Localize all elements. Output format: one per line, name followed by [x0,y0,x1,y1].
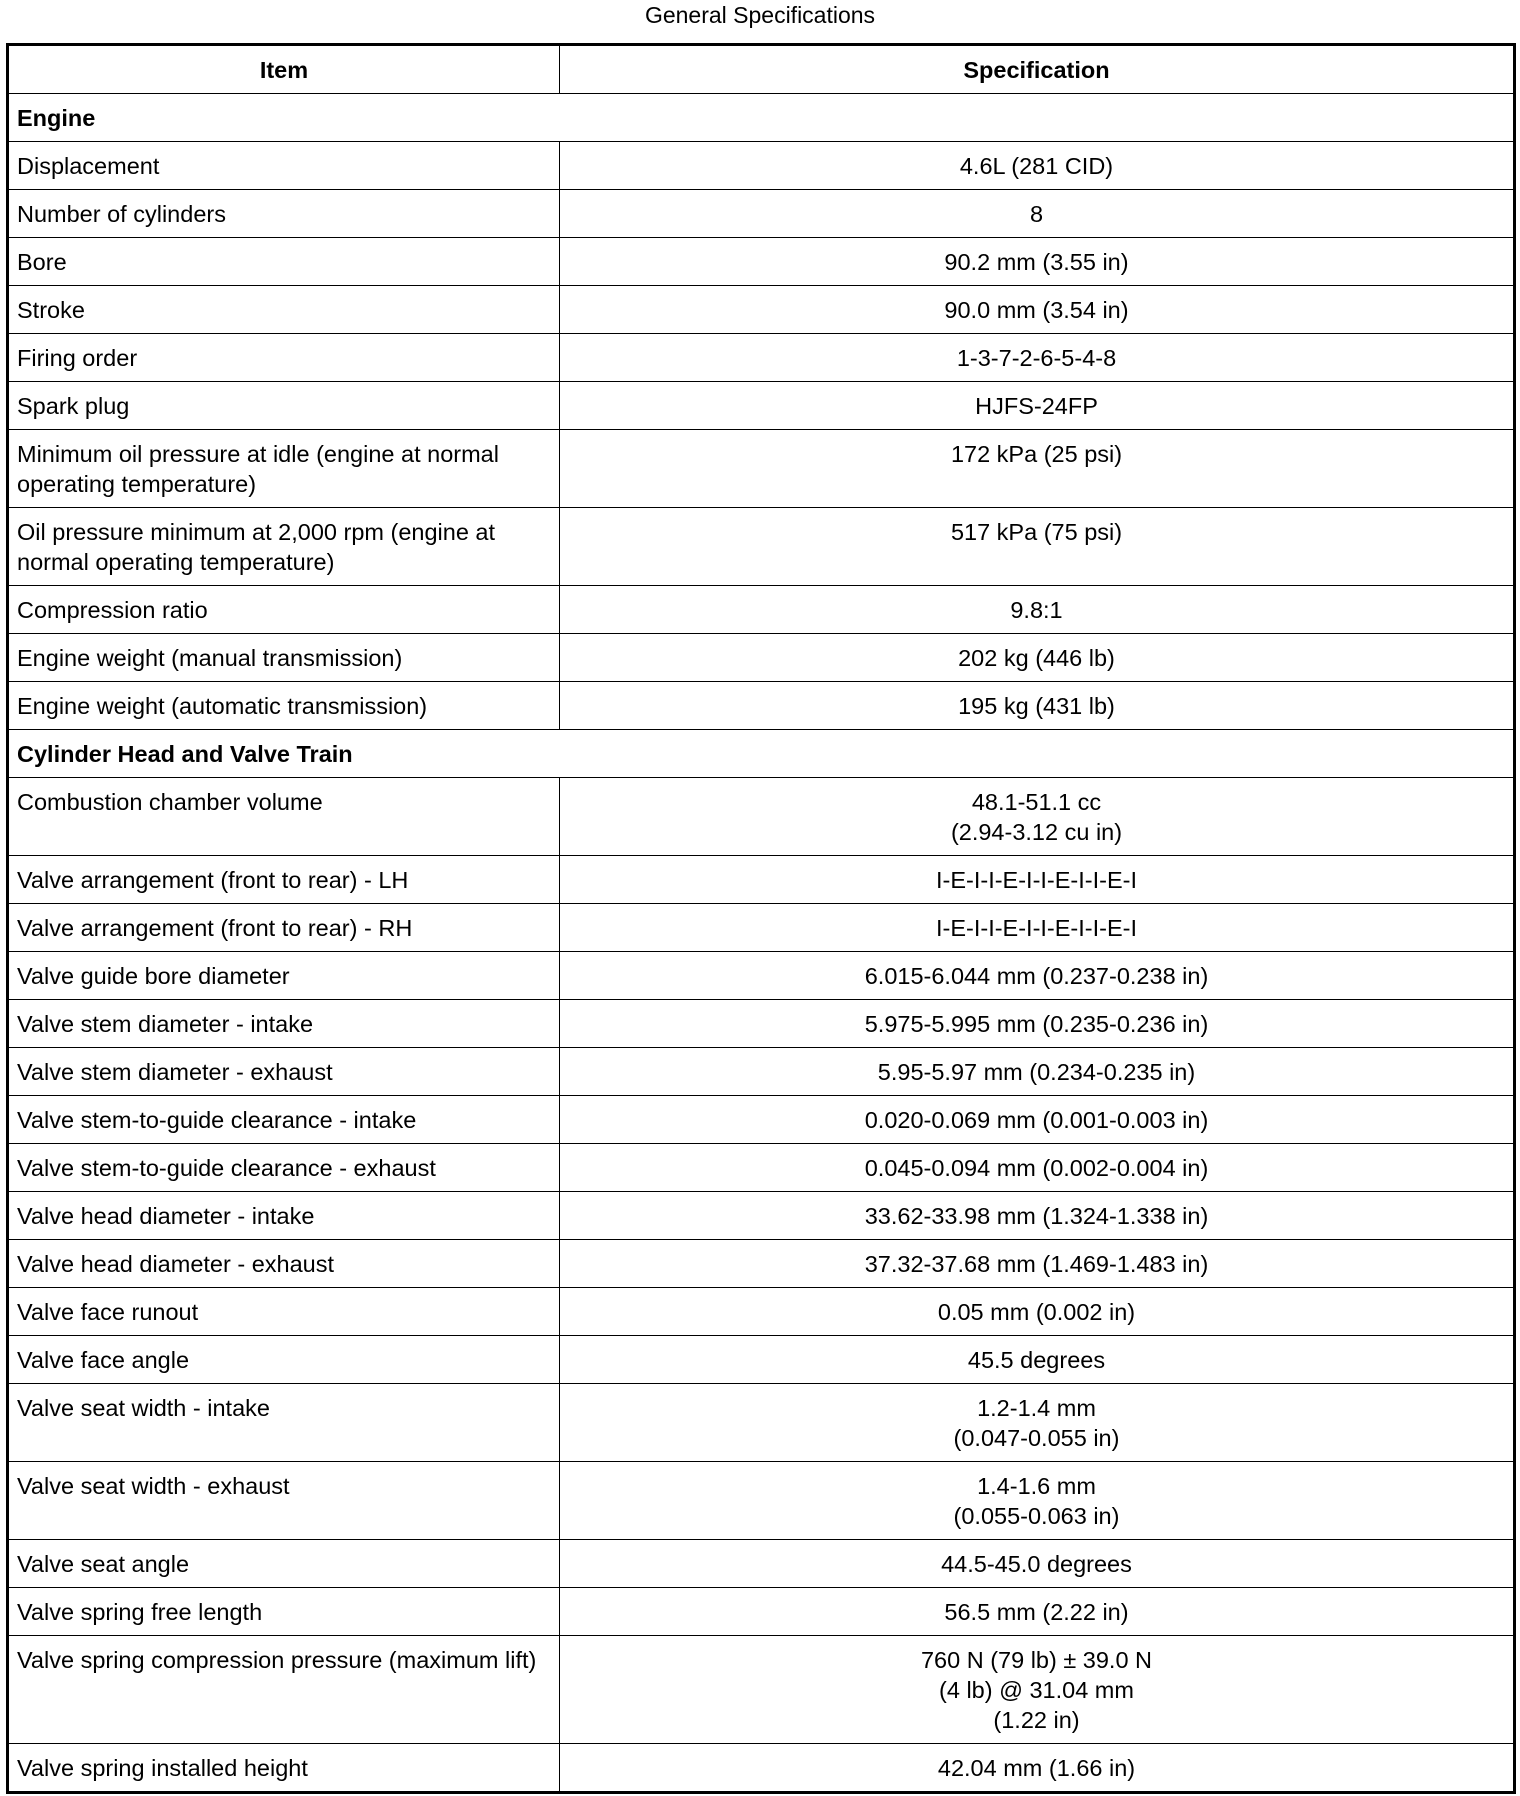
specification-line: 8 [1029,201,1044,227]
item-cell: Valve seat angle [8,1540,560,1588]
specification-line: HJFS-24FP [975,393,1098,419]
item-cell: Valve face angle [8,1336,560,1384]
table-row [8,904,1515,952]
specification-cell [560,856,1515,904]
specification-line: 0.020-0.069 mm (0.001-0.003 in) [864,1107,1209,1133]
specification-line: 33.62-33.98 mm (1.324-1.338 in) [864,1203,1209,1229]
item-cell: Valve stem diameter - intake [8,1000,560,1048]
specification-cell [560,1048,1515,1096]
specification-cell [560,1240,1515,1288]
item-cell: Stroke [8,286,560,334]
table-row [8,952,1515,1000]
specification-line: 760 N (79 lb) ± 39.0 N [920,1647,1153,1673]
table-row [8,586,1515,634]
specification-line: 1.2-1.4 mm [977,1395,1096,1421]
table-row [8,430,1515,508]
table-row [8,334,1515,382]
table-row [8,1540,1515,1588]
specification-cell [560,952,1515,1000]
specification-line: (2.94-3.12 cu in) [950,819,1123,845]
section-header-row [8,94,1515,142]
item-cell: Engine weight (automatic transmission) [8,682,560,730]
specification-cell [560,586,1515,634]
specification-cell [560,778,1515,856]
item-cell: Oil pressure minimum at 2,000 rpm (engine at normal operating temperature) [8,508,560,586]
table-row [8,1000,1515,1048]
specification-line: 90.2 mm (3.55 in) [944,249,1129,275]
specification-cell [560,508,1515,586]
specification-cell [560,1462,1515,1540]
page-title: General Specifications [644,2,876,28]
specification-cell [560,334,1515,382]
table-row [8,1048,1515,1096]
item-cell: Combustion chamber volume [8,778,560,856]
specification-line: 1-3-7-2-6-5-4-8 [956,345,1117,371]
specification-line: I-E-I-I-E-I-I-E-I-I-E-I [935,915,1137,941]
specification-line: 202 kg (446 lb) [958,645,1115,671]
item-cell: Valve seat width - exhaust [8,1462,560,1540]
table-row [8,1144,1515,1192]
item-cell: Valve seat width - intake [8,1384,560,1462]
specification-line: 0.045-0.094 mm (0.002-0.004 in) [864,1155,1209,1181]
section-header-row [8,730,1515,778]
item-cell: Valve arrangement (front to rear) - RH [8,904,560,952]
specification-cell [560,1336,1515,1384]
column-header-specification: Specification [560,45,1515,94]
column-header-item: Item [8,45,560,94]
section-title: Engine [8,94,1515,142]
table-row [8,1336,1515,1384]
table-row [8,190,1515,238]
specification-line: 0.05 mm (0.002 in) [937,1299,1136,1325]
specification-line: (1.22 in) [993,1707,1080,1733]
specification-line: 5.975-5.995 mm (0.235-0.236 in) [864,1011,1209,1037]
specification-line: 195 kg (431 lb) [958,693,1115,719]
specification-line: 6.015-6.044 mm (0.237-0.238 in) [864,963,1209,989]
specification-line: 4.6L (281 CID) [959,153,1114,179]
specification-cell [560,1192,1515,1240]
table-row [8,1240,1515,1288]
specification-cell [560,1744,1515,1793]
specification-cell [560,1000,1515,1048]
specification-line: 48.1-51.1 cc [971,789,1102,815]
table-row [8,286,1515,334]
table-row [8,634,1515,682]
specification-line: 90.0 mm (3.54 in) [944,297,1129,323]
item-cell: Minimum oil pressure at idle (engine at normal operating temperature) [8,430,560,508]
specification-cell [560,430,1515,508]
specification-line: (4 lb) @ 31.04 mm [939,1677,1134,1703]
table-row [8,856,1515,904]
specification-line: 5.95-5.97 mm (0.234-0.235 in) [877,1059,1196,1085]
table-row [8,1744,1515,1793]
table-row [8,1588,1515,1636]
specification-cell [560,682,1515,730]
specification-cell [560,382,1515,430]
table-body [8,94,1515,1793]
table-row [8,1288,1515,1336]
table-row [8,508,1515,586]
table-row [8,382,1515,430]
table-row [8,682,1515,730]
specification-cell [560,1540,1515,1588]
specification-line: (0.055-0.063 in) [953,1503,1120,1529]
specification-cell [560,1288,1515,1336]
specification-cell [560,1096,1515,1144]
section-title: Cylinder Head and Valve Train [8,730,1515,778]
specifications-table [6,43,1516,1794]
item-cell: Bore [8,238,560,286]
specification-cell [560,238,1515,286]
table-row [8,778,1515,856]
specification-cell [560,190,1515,238]
item-cell: Compression ratio [8,586,560,634]
item-cell: Spark plug [8,382,560,430]
specification-line: 44.5-45.0 degrees [941,1551,1132,1577]
table-row [8,1096,1515,1144]
table-row [8,1636,1515,1744]
item-cell: Valve head diameter - exhaust [8,1240,560,1288]
specification-line: I-E-I-I-E-I-I-E-I-I-E-I [935,867,1137,893]
specification-cell [560,1384,1515,1462]
item-cell: Valve stem-to-guide clearance - intake [8,1096,560,1144]
item-cell: Firing order [8,334,560,382]
specification-line: 172 kPa (25 psi) [950,441,1123,467]
specification-cell [560,286,1515,334]
specification-cell [560,1636,1515,1744]
item-cell: Valve stem diameter - exhaust [8,1048,560,1096]
table-row [8,1384,1515,1462]
table-row [8,1462,1515,1540]
specification-line: (0.047-0.055 in) [953,1425,1120,1451]
specification-line: 42.04 mm (1.66 in) [937,1755,1136,1781]
specification-cell [560,904,1515,952]
specification-line: 56.5 mm (2.22 in) [944,1599,1129,1625]
item-cell: Number of cylinders [8,190,560,238]
specification-line: 45.5 degrees [967,1347,1106,1373]
item-cell: Valve arrangement (front to rear) - LH [8,856,560,904]
item-cell: Valve face runout [8,1288,560,1336]
item-cell: Valve head diameter - intake [8,1192,560,1240]
item-cell: Valve guide bore diameter [8,952,560,1000]
item-cell: Valve spring free length [8,1588,560,1636]
specification-line: 37.32-37.68 mm (1.469-1.483 in) [864,1251,1209,1277]
item-cell: Valve spring compression pressure (maximum lift) [8,1636,560,1744]
specification-cell [560,1588,1515,1636]
table-row [8,142,1515,190]
item-cell: Displacement [8,142,560,190]
specification-cell [560,1144,1515,1192]
table-row [8,1192,1515,1240]
item-cell: Valve spring installed height [8,1744,560,1793]
specification-cell [560,634,1515,682]
specification-line: 9.8:1 [1010,597,1063,623]
item-cell: Engine weight (manual transmission) [8,634,560,682]
table-header-row [8,45,1515,94]
specification-line: 517 kPa (75 psi) [950,519,1123,545]
table-row [8,238,1515,286]
item-cell: Valve stem-to-guide clearance - exhaust [8,1144,560,1192]
specification-cell [560,142,1515,190]
specification-line: 1.4-1.6 mm [977,1473,1096,1499]
